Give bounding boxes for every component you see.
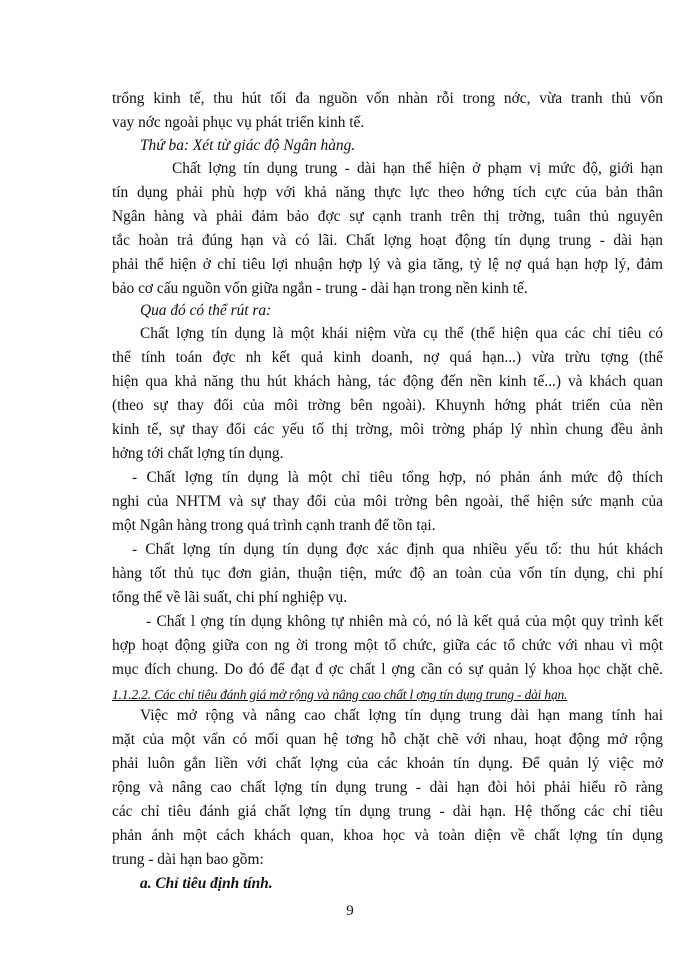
paragraph-line: Chất lợng tín dụng là một khái niệm vừa cụ thể (thể hiện qua các chỉ tiêu có xyxy=(140,325,663,342)
paragraph-line: vay nớc ngoài phục vụ phát triển kinh tế. xyxy=(112,114,365,131)
subheading-chi-tieu-dinh-tinh: a. Chỉ tiêu định tính. xyxy=(140,875,273,892)
paragraph-line: Chất lợng tín dụng trung - dài hạn thể hiện ở phạm vị mức độ, giới hạn xyxy=(172,160,663,177)
paragraph-line: phản ánh một cách khách quan, khoa học và toàn diện về chất lợng tín dụng xyxy=(112,827,663,844)
paragraph-line: bảo cơ cấu nguồn vốn giữa ngắn - trung - dài hạn trong nền kinh tế. xyxy=(112,280,528,297)
paragraph-line: phải luôn gắn liền với chất lợng của các khoản tín dụng. Để quản lý việc mở xyxy=(112,755,663,772)
subheading-qua-do: Qua đó có thể rút ra: xyxy=(140,302,272,319)
paragraph-line: tín dụng phải phù hợp với khả năng thực lực theo hớng tích cực của bản thân xyxy=(112,184,663,201)
paragraph-line: kinh tế, sự thay đổi các yếu tố thị trờng, môi trờng pháp lý nhìn chung đều ảnh xyxy=(112,421,663,438)
paragraph-line: mặt của một vấn có mối quan hệ tơng hỗ chặt chẽ với nhau, hoạt động mở rộng xyxy=(112,731,663,748)
paragraph-line: một Ngân hàng trong quá trình cạnh tranh để tồn tại. xyxy=(112,517,436,534)
paragraph-line: mục đích chung. Do đó để đạt đ ợc chất l ợng cần có sự quản lý khoa học chặt chẽ. xyxy=(112,661,663,678)
paragraph-line: (theo sự thay đổi của môi trờng bên ngoài). Khuynh hớng phát triển của nền xyxy=(112,397,663,414)
paragraph-line: thể tính toán đợc nh kết quả kinh doanh, nợ quá hạn...) vừa trừu tợng (thể xyxy=(112,349,663,366)
paragraph-line: phải thể hiện ở chỉ tiêu lợi nhuận hợp lý và gia tăng, tỷ lệ nợ quá hạn hợp lý, đảm xyxy=(112,256,663,273)
paragraph-line: rộng và nâng cao chất lợng tín dụng trung - dài hạn đòi hỏi phải hiểu rõ ràng xyxy=(112,779,663,796)
paragraph-line: nghi của NHTM và sự thay đổi của môi trờng bên ngoài, thể hiện sức mạnh của xyxy=(112,493,663,510)
paragraph-line: Ngân hàng và phải đảm bảo đợc sự cạnh tranh trên thị trờng, tuân thủ nguyên xyxy=(112,208,663,225)
paragraph-line: các chỉ tiêu đánh giá chất lợng tín dụng trung - dài hạn. Hệ thống các chỉ tiêu xyxy=(112,803,663,820)
paragraph-line: tắc hoàn trả đúng hạn và có lãi. Chất lợng hoạt động tín dụng trung - dài hạn xyxy=(112,232,663,249)
section-title: 1.1.2.2. Các chỉ tiêu đánh giá mở rộng và nâng cao chất l ợng tín dụng trung - dài hạn. xyxy=(112,687,568,702)
paragraph-line: - Chất lợng tín dụng tín dụng đợc xác định qua nhiều yếu tố: thu hút khách xyxy=(132,541,663,558)
paragraph-line: trung - dài hạn bao gồm: xyxy=(112,851,264,868)
subheading-thu-ba: Thứ ba: Xét từ giác độ Ngân hàng. xyxy=(140,137,356,154)
paragraph-line: hợp hoạt động giữa con ng ời trong một tổ chức, giữa các tổ chức với nhau vì một xyxy=(112,637,663,654)
paragraph-line: Việc mở rộng và nâng cao chất lợng tín dụng trung dài hạn mang tính hai xyxy=(140,707,663,724)
paragraph-line: hàng tốt thủ tục đơn giản, thuận tiện, mức độ an toàn của vốn tín dụng, chi phí xyxy=(112,565,663,582)
paragraph-line: - Chất l ợng tín dụng không tự nhiên mà có, nó là kết quả của một quy trình kết xyxy=(146,613,663,630)
paragraph-line: trổng kinh tế, thu hút tối đa nguồn vốn nhàn rỗi trong nớc, vừa tranh thủ vốn xyxy=(112,90,663,107)
paragraph-line: hiện qua khả năng thu hút khách hàng, tác động đến nền kinh tế...) và khách quan xyxy=(112,373,663,390)
paragraph-line: - Chất lợng tín dụng là một chỉ tiêu tổng hợp, nó phản ánh mức độ thích xyxy=(132,469,663,486)
paragraph-line: hởng tới chất lợng tín dụng. xyxy=(112,445,284,462)
page-number: 9 xyxy=(346,903,354,919)
paragraph-line: tổng thể về lãi suất, chi phí nghiệp vụ. xyxy=(112,589,348,606)
